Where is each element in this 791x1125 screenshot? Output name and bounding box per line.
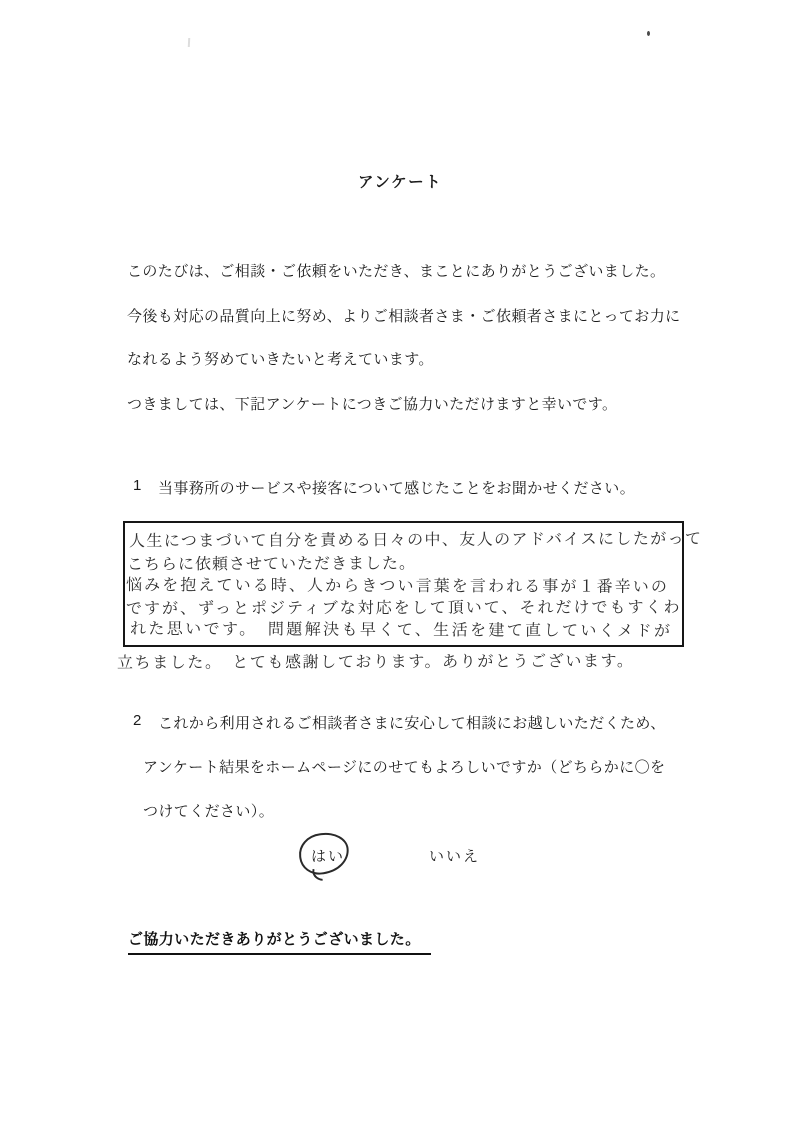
handwritten-line: 人生につまづいて自分を責める日々の中、友人のアドバイスにしたがって: [128, 530, 703, 551]
intro-line: このたびは、ご相談・ご依頼をいただき、まことにありがとうございました。: [127, 263, 666, 280]
footer-note: ご協力いただきありがとうございました。: [128, 928, 431, 955]
option-no-label: いいえ: [429, 848, 481, 865]
handwritten-line: こちらに依頼させていただきました。: [126, 555, 417, 574]
question-2-text: これから利用されるご相談者さまに安心して相談にお越しいただくため、: [158, 715, 666, 732]
option-yes-label: はい: [311, 848, 346, 865]
page-title: アンケート: [358, 174, 443, 191]
handwritten-line: 立ちました。 とても感謝しております。ありがとうございます。: [116, 653, 635, 672]
option-yes[interactable]: [311, 845, 345, 866]
handwritten-line: ですが、ずっとポジティブな対応をして頂いて、それだけでもすくわ: [125, 599, 682, 618]
scan-artifact: [647, 31, 650, 36]
option-no[interactable]: [429, 845, 480, 866]
handwritten-line: れた思いです。 問題解決も早くて、生活を建て直していくメドが: [129, 620, 673, 641]
question-2-number: 2: [133, 712, 142, 729]
question-1-number: 1: [133, 477, 142, 494]
intro-line: つきましては、下記アンケートにつきご協力いただけますと幸いです。: [127, 396, 618, 413]
intro-line: 今後も対応の品質向上に努め、よりご相談者さま・ご依頼者さまにとってお力に: [127, 308, 681, 325]
handwritten-line: 悩みを抱えている時、人からきつい言葉を言われる事が１番辛いの: [125, 577, 670, 596]
question-2-text: アンケート結果をホームページにのせてもよろしいですか（どちらかに〇を: [143, 759, 666, 776]
question-2: [133, 712, 666, 733]
question-1-text: 当事務所のサービスや接客について感じたことをお聞かせください。: [158, 480, 636, 497]
question-1: [133, 477, 635, 498]
intro-line: なれるよう努めていきたいと考えています。: [127, 351, 434, 368]
question-2-text: つけてください）。: [143, 803, 275, 820]
scan-artifact: [188, 38, 190, 47]
